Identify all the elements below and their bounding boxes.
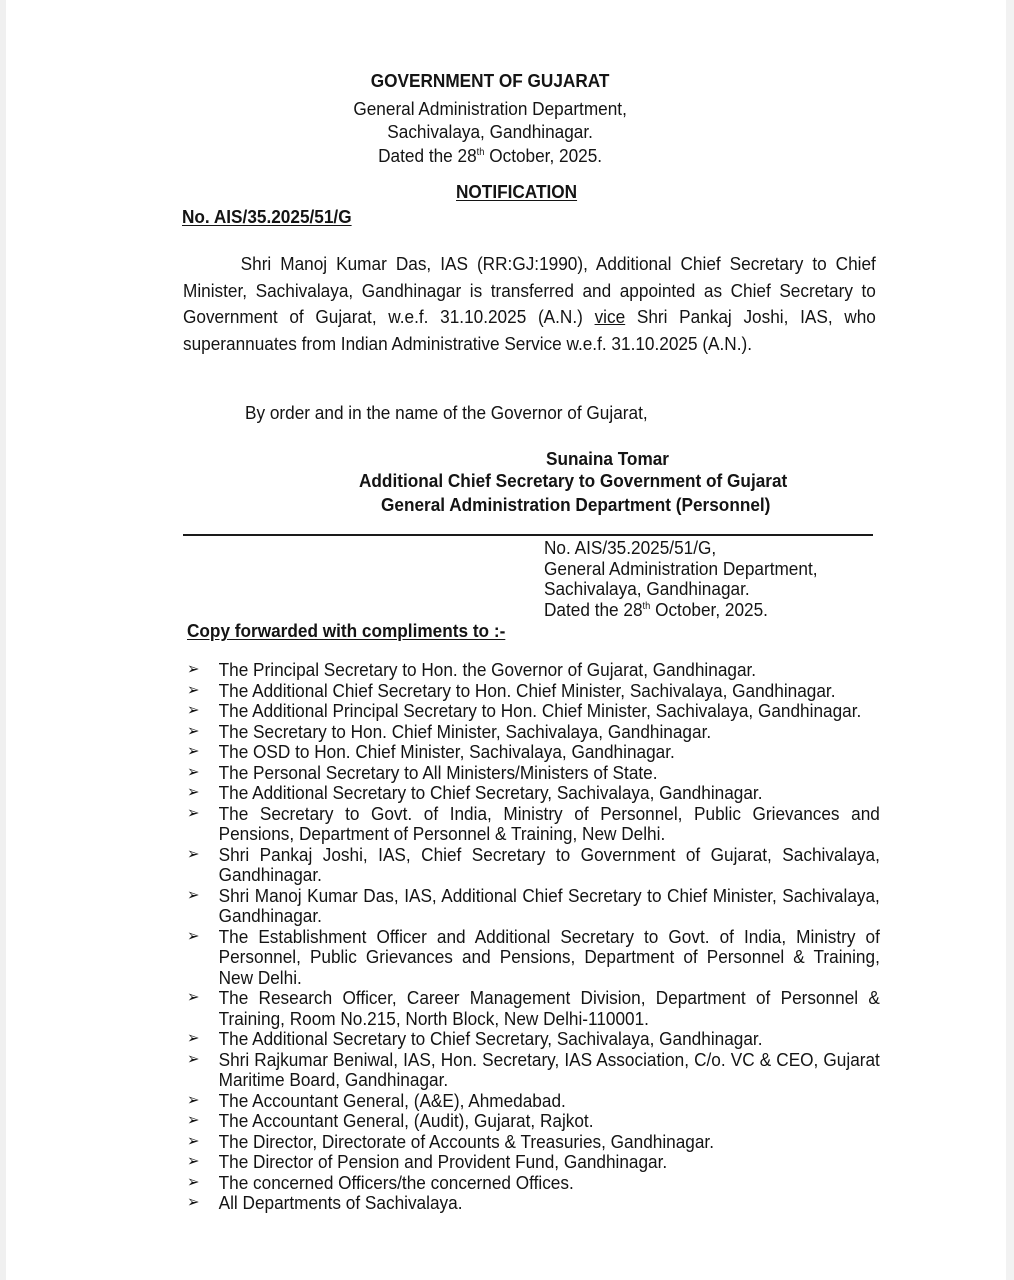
list-item: ➢ The Personal Secretary to All Ministers/Ministers of State. bbox=[187, 761, 658, 783]
copy-forwarded-heading: Copy forwarded with compliments to :- bbox=[187, 620, 506, 641]
signatory-department: General Administration Department (Personnel) bbox=[381, 494, 771, 515]
list-item: ➢ Shri Rajkumar Beniwal, IAS, Hon. Secretary, IAS Association, C/o. VC & CEO, Gujarat Maritime Board, Gandhinagar. bbox=[187, 1048, 880, 1090]
notification-heading: NOTIFICATION bbox=[456, 181, 578, 202]
notification-reference-number: No. AIS/35.2025/51/G bbox=[182, 206, 352, 227]
horizontal-divider bbox=[183, 534, 873, 536]
list-item: ➢ The Accountant General, (Audit), Gujarat, Rajkot. bbox=[187, 1110, 594, 1131]
arrow-bullet-icon: ➢ bbox=[187, 1050, 200, 1068]
list-item: ➢ The OSD to Hon. Chief Minister, Sachivalaya, Gandhinagar. bbox=[187, 741, 675, 762]
list-item: ➢ The Accountant General, (A&E), Ahmedabad. bbox=[187, 1089, 566, 1111]
list-item: ➢ Shri Manoj Kumar Das, IAS, Additional Chief Secretary to Chief Minister, Sachivalaya, Gandhinagar. bbox=[187, 884, 880, 926]
arrow-bullet-icon: ➢ bbox=[187, 1091, 200, 1109]
list-item: ➢ The Establishment Officer and Additional Secretary to Govt. of India, Ministry of Personnel, Public Grievances and Pensions, Department of Personnel & Training, New Delhi. bbox=[187, 925, 880, 988]
copy-reference-date: Dated the 28th October, 2025. bbox=[544, 598, 768, 620]
arrow-bullet-icon: ➢ bbox=[187, 681, 200, 699]
arrow-bullet-icon: ➢ bbox=[187, 1194, 200, 1211]
by-order-line: By order and in the name of the Governor of Gujarat, bbox=[245, 402, 648, 423]
government-title: GOVERNMENT OF GUJARAT bbox=[370, 70, 610, 91]
copy-reference-block bbox=[544, 538, 818, 620]
list-item: ➢ The Research Officer, Career Management Division, Department of Personnel & Training, Room No.215, North Block, New Delhi-110001. bbox=[187, 987, 880, 1029]
list-item: ➢ The Director of Pension and Provident Fund, Gandhinagar. bbox=[187, 1151, 668, 1172]
list-item: ➢ The Additional Chief Secretary to Hon. Chief Minister, Sachivalaya, Gandhinagar. bbox=[187, 679, 836, 701]
list-item: ➢ The Principal Secretary to Hon. the Governor of Gujarat, Gandhinagar. bbox=[187, 659, 757, 680]
arrow-bullet-icon: ➢ bbox=[187, 927, 200, 945]
arrow-bullet-icon: ➢ bbox=[187, 886, 200, 904]
list-item: ➢ The concerned Officers/the concerned Offices. bbox=[187, 1171, 574, 1193]
signatory-designation: Additional Chief Secretary to Government of Gujarat bbox=[359, 470, 788, 491]
arrow-bullet-icon: ➢ bbox=[187, 702, 200, 719]
list-item: ➢ All Departments of Sachivalaya. bbox=[187, 1192, 463, 1213]
arrow-bullet-icon: ➢ bbox=[187, 763, 200, 781]
recipient-list bbox=[187, 660, 880, 1214]
list-item: ➢ The Additional Principal Secretary to Hon. Chief Minister, Sachivalaya, Gandhinagar. bbox=[187, 700, 862, 721]
arrow-bullet-icon: ➢ bbox=[187, 743, 200, 760]
header-date: Dated the 28th October, 2025. bbox=[378, 145, 603, 166]
department-location: Sachivalaya, Gandhinagar. bbox=[387, 121, 593, 142]
list-item: ➢ Shri Pankaj Joshi, IAS, Chief Secretary to Government of Gujarat, Sachivalaya, Gandhinagar. bbox=[187, 843, 880, 885]
list-item: ➢ The Additional Secretary to Chief Secretary, Sachivalaya, Gandhinagar. bbox=[187, 1028, 763, 1049]
arrow-bullet-icon: ➢ bbox=[187, 722, 200, 740]
arrow-bullet-icon: ➢ bbox=[187, 845, 200, 863]
list-item: ➢ The Director, Directorate of Accounts & Treasuries, Gandhinagar. bbox=[187, 1130, 714, 1152]
arrow-bullet-icon: ➢ bbox=[187, 989, 200, 1006]
list-item: ➢ The Secretary to Hon. Chief Minister, Sachivalaya, Gandhinagar. bbox=[187, 720, 712, 742]
arrow-bullet-icon: ➢ bbox=[187, 1030, 200, 1047]
signatory-name: Sunaina Tomar bbox=[546, 448, 670, 469]
arrow-bullet-icon: ➢ bbox=[187, 784, 200, 801]
vice-word: vice bbox=[594, 306, 626, 327]
arrow-bullet-icon: ➢ bbox=[187, 804, 200, 822]
arrow-bullet-icon: ➢ bbox=[187, 1153, 200, 1170]
arrow-bullet-icon: ➢ bbox=[187, 1132, 200, 1150]
arrow-bullet-icon: ➢ bbox=[187, 1112, 200, 1129]
arrow-bullet-icon: ➢ bbox=[187, 1173, 200, 1191]
arrow-bullet-icon: ➢ bbox=[187, 661, 200, 678]
notification-body: Shri Manoj Kumar Das, IAS (RR:GJ:1990), Additional Chief Secretary to Chief Minister, Sachivalaya, Gandhinagar is transferred and appointed as Chief Secretary to Government of Gujarat, w.e.f. 31.10.2025 (A.N.) vice Shri Pankaj Joshi, IAS, who superannuates from Indian Administrative Service w.e.f. 31.10.2025 (A.N.). bbox=[183, 253, 876, 354]
list-item: ➢ The Additional Secretary to Chief Secretary, Sachivalaya, Gandhinagar. bbox=[187, 782, 763, 803]
copy-reference-location: Sachivalaya, Gandhinagar. bbox=[544, 578, 750, 599]
copy-reference-number: No. AIS/35.2025/51/G, bbox=[544, 537, 717, 558]
copy-reference-department: General Administration Department, bbox=[544, 557, 818, 579]
list-item: ➢ The Secretary to Govt. of India, Ministry of Personnel, Public Grievances and Pensions, Department of Personnel & Training, New Delhi. bbox=[187, 802, 880, 844]
department-name: General Administration Department, bbox=[353, 98, 627, 119]
